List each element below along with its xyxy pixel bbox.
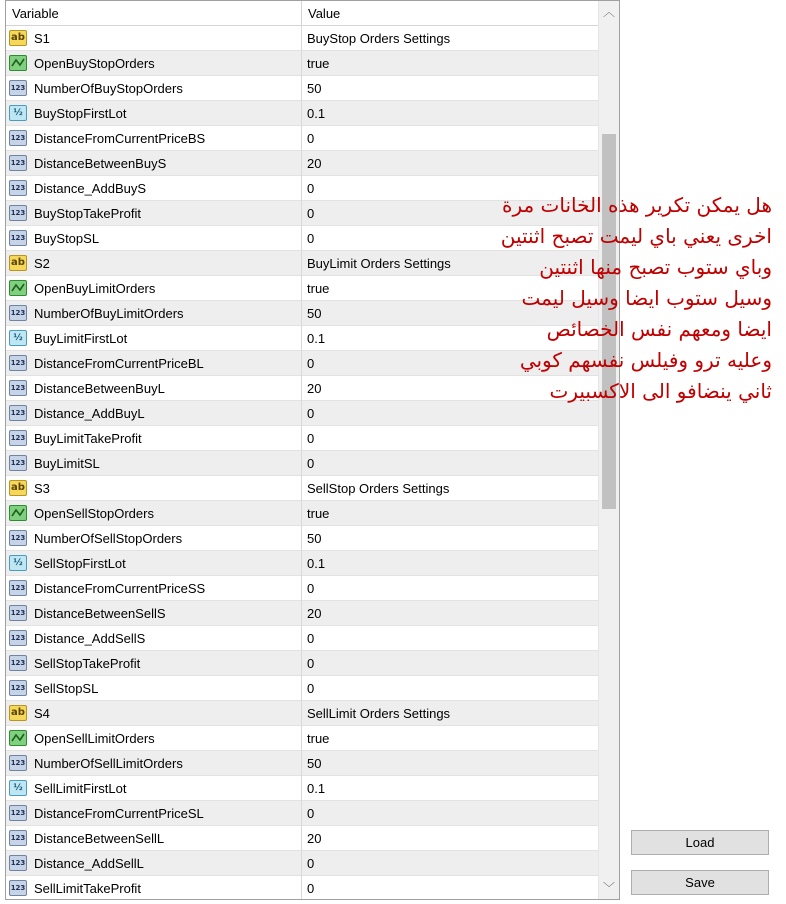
table-row[interactable] [6, 476, 598, 501]
column-divider [301, 126, 302, 151]
variable-name: NumberOfSellLimitOrders [34, 756, 183, 771]
variable-value[interactable]: 50 [307, 81, 322, 96]
variable-name: DistanceFromCurrentPriceBL [34, 356, 204, 371]
column-divider [301, 826, 302, 851]
int-icon: 123 [9, 605, 27, 621]
variable-name: BuyLimitFirstLot [34, 331, 128, 346]
variable-value[interactable]: true [307, 56, 330, 71]
variable-name: OpenSellStopOrders [34, 506, 154, 521]
int-icon: 123 [9, 355, 27, 371]
table-row[interactable] [6, 126, 598, 151]
column-divider [301, 326, 302, 351]
variable-name: DistanceBetweenBuyS [34, 156, 167, 171]
variable-name: DistanceBetweenSellL [34, 831, 165, 846]
variable-name: SellLimitFirstLot [34, 781, 127, 796]
variable-value[interactable]: BuyStop Orders Settings [307, 31, 451, 46]
variable-value[interactable]: 0 [307, 806, 315, 821]
table-row[interactable] [6, 801, 598, 826]
variable-value[interactable]: 0.1 [307, 331, 326, 346]
column-divider [301, 501, 302, 526]
column-divider [301, 226, 302, 251]
variable-name: S3 [34, 481, 50, 496]
bool-icon [9, 730, 27, 746]
int-icon: 123 [9, 155, 27, 171]
table-row[interactable] [6, 451, 598, 476]
save-button[interactable]: Save [631, 870, 769, 895]
variable-name: DistanceFromCurrentPriceSS [34, 581, 206, 596]
variable-value[interactable]: 50 [307, 531, 322, 546]
variable-value[interactable]: true [307, 281, 330, 296]
variable-name: SellStopTakeProfit [34, 656, 141, 671]
int-icon: 123 [9, 755, 27, 771]
variable-value[interactable]: 0.1 [307, 556, 326, 571]
table-row[interactable] [6, 426, 598, 451]
vertical-scrollbar[interactable] [598, 1, 619, 899]
variable-value[interactable]: 0 [307, 231, 315, 246]
variable-value[interactable]: true [307, 731, 330, 746]
variable-value[interactable]: 0 [307, 206, 315, 221]
double-icon: ½ [9, 555, 27, 571]
column-divider [301, 76, 302, 101]
variable-name: BuyStopFirstLot [34, 106, 127, 121]
string-icon: ab [9, 30, 27, 46]
variable-name: NumberOfSellStopOrders [34, 531, 183, 546]
variable-value[interactable]: SellStop Orders Settings [307, 481, 450, 496]
variable-name: OpenBuyStopOrders [34, 56, 155, 71]
table-row[interactable] [6, 876, 598, 900]
table-row[interactable] [6, 701, 598, 726]
double-icon: ½ [9, 330, 27, 346]
table-row[interactable] [6, 26, 598, 51]
double-icon: ½ [9, 105, 27, 121]
table-row[interactable] [6, 626, 598, 651]
int-icon: 123 [9, 855, 27, 871]
variable-value[interactable]: 20 [307, 156, 322, 171]
variable-value[interactable]: 0 [307, 631, 315, 646]
column-divider [301, 576, 302, 601]
variable-name: OpenBuyLimitOrders [34, 281, 156, 296]
column-divider [301, 26, 302, 51]
int-icon: 123 [9, 130, 27, 146]
int-icon: 123 [9, 530, 27, 546]
table-row[interactable] [6, 101, 598, 126]
bool-icon [9, 280, 27, 296]
variable-name: Distance_AddBuyL [34, 406, 145, 421]
column-divider [301, 51, 302, 76]
variable-value[interactable]: 0 [307, 181, 315, 196]
variable-name: S4 [34, 706, 50, 721]
column-divider [301, 851, 302, 876]
variable-name: Distance_AddBuyS [34, 181, 147, 196]
variable-name: OpenSellLimitOrders [34, 731, 155, 746]
variable-name: BuyLimitTakeProfit [34, 431, 142, 446]
scroll-down-icon[interactable]: ﹀ [602, 881, 615, 895]
variable-name: S2 [34, 256, 50, 271]
variable-value[interactable]: 50 [307, 756, 322, 771]
int-icon: 123 [9, 805, 27, 821]
int-icon: 123 [9, 305, 27, 321]
column-divider [301, 651, 302, 676]
variable-value[interactable]: 0 [307, 456, 315, 471]
column-divider [301, 601, 302, 626]
table-row[interactable] [6, 851, 598, 876]
table-row[interactable] [6, 576, 598, 601]
int-icon: 123 [9, 830, 27, 846]
header-variable[interactable]: Variable [12, 6, 59, 21]
int-icon: 123 [9, 880, 27, 896]
string-icon: ab [9, 705, 27, 721]
variable-name: SellStopFirstLot [34, 556, 126, 571]
variable-value[interactable]: true [307, 506, 330, 521]
variable-value[interactable]: 0.1 [307, 781, 326, 796]
column-divider [301, 751, 302, 776]
column-divider [301, 476, 302, 501]
int-icon: 123 [9, 380, 27, 396]
table-row[interactable] [6, 601, 598, 626]
column-divider [301, 526, 302, 551]
variable-value[interactable]: 20 [307, 381, 322, 396]
column-divider [301, 276, 302, 301]
string-icon: ab [9, 480, 27, 496]
variable-value[interactable]: 0 [307, 681, 315, 696]
column-divider [301, 726, 302, 751]
note-line: ثاني ينضافو الى الاكسبيرت [549, 379, 772, 403]
variable-value[interactable]: 20 [307, 606, 322, 621]
int-icon: 123 [9, 230, 27, 246]
variable-value[interactable]: 20 [307, 831, 322, 846]
variable-value[interactable]: 0 [307, 856, 315, 871]
column-divider [301, 301, 302, 326]
variable-name: DistanceFromCurrentPriceBS [34, 131, 206, 146]
table-row[interactable] [6, 726, 598, 751]
column-divider [301, 876, 302, 900]
inputs-grid [5, 0, 620, 900]
header-value[interactable]: Value [308, 6, 341, 21]
variable-value[interactable]: 0 [307, 406, 315, 421]
column-divider [301, 351, 302, 376]
column-divider [301, 376, 302, 401]
note-line: وعليه ترو وفيلس نفسهم كوبي [519, 348, 772, 372]
int-icon: 123 [9, 655, 27, 671]
int-icon: 123 [9, 680, 27, 696]
variable-name: Distance_AddSellS [34, 631, 146, 646]
variable-value[interactable]: SellLimit Orders Settings [307, 706, 451, 721]
variable-value[interactable]: 0 [307, 431, 315, 446]
variable-name: DistanceFromCurrentPriceSL [34, 806, 204, 821]
variable-name: NumberOfBuyStopOrders [34, 81, 183, 96]
column-divider [301, 451, 302, 476]
variable-name: SellLimitTakeProfit [34, 881, 141, 896]
variable-name: SellStopSL [34, 681, 99, 696]
parameter-rows [6, 26, 598, 900]
note-line: ايضا ومعهم نفس الخصائص [546, 317, 772, 341]
variable-value[interactable]: 0 [307, 581, 315, 596]
note-line: هل يمكن تكرير هذه الخانات مرة [501, 193, 772, 217]
column-divider [301, 251, 302, 276]
note-line: وسيل ستوب ايضا وسيل ليمت [521, 286, 772, 310]
arabic-annotation [452, 190, 772, 407]
table-row[interactable] [6, 676, 598, 701]
column-divider [301, 101, 302, 126]
column-divider [301, 776, 302, 801]
variable-value[interactable]: 0 [307, 356, 315, 371]
int-icon: 123 [9, 80, 27, 96]
variable-value[interactable]: BuyLimit Orders Settings [307, 256, 451, 271]
table-row[interactable] [6, 151, 598, 176]
table-row[interactable] [6, 826, 598, 851]
column-divider [301, 626, 302, 651]
note-line: اخرى يعني باي ليمت تصبح اثنتين [500, 224, 772, 248]
column-divider [301, 201, 302, 226]
column-divider [301, 801, 302, 826]
bool-icon [9, 55, 27, 71]
int-icon: 123 [9, 580, 27, 596]
scroll-up-icon[interactable]: ︿ [602, 5, 615, 19]
table-row[interactable] [6, 51, 598, 76]
table-row[interactable] [6, 501, 598, 526]
int-icon: 123 [9, 405, 27, 421]
column-divider [301, 151, 302, 176]
table-row[interactable] [6, 76, 598, 101]
column-divider [301, 701, 302, 726]
table-row[interactable] [6, 551, 598, 576]
variable-name: Distance_AddSellL [34, 856, 144, 871]
load-button[interactable]: Load [631, 830, 769, 855]
int-icon: 123 [9, 180, 27, 196]
column-divider [301, 551, 302, 576]
column-divider [301, 176, 302, 201]
column-divider [301, 426, 302, 451]
variable-value[interactable]: 0 [307, 656, 315, 671]
int-icon: 123 [9, 205, 27, 221]
string-icon: ab [9, 255, 27, 271]
table-row[interactable] [6, 526, 598, 551]
double-icon: ½ [9, 780, 27, 796]
variable-name: BuyStopTakeProfit [34, 206, 141, 221]
variable-name: NumberOfBuyLimitOrders [34, 306, 184, 321]
variable-value[interactable]: 0 [307, 881, 315, 896]
column-divider [301, 676, 302, 701]
header-divider[interactable] [301, 1, 302, 25]
column-divider [301, 401, 302, 426]
variable-value[interactable]: 0 [307, 131, 315, 146]
bool-icon [9, 505, 27, 521]
int-icon: 123 [9, 455, 27, 471]
variable-name: DistanceBetweenBuyL [34, 381, 165, 396]
variable-value[interactable]: 50 [307, 306, 322, 321]
variable-value[interactable]: 0.1 [307, 106, 326, 121]
variable-name: BuyLimitSL [34, 456, 100, 471]
table-row[interactable] [6, 651, 598, 676]
note-line: وباي ستوب تصبح منها اثنتين [539, 255, 772, 279]
variable-name: S1 [34, 31, 50, 46]
int-icon: 123 [9, 430, 27, 446]
grid-header [6, 1, 598, 26]
table-row[interactable] [6, 751, 598, 776]
variable-name: DistanceBetweenSellS [34, 606, 166, 621]
table-row[interactable] [6, 776, 598, 801]
variable-name: BuyStopSL [34, 231, 100, 246]
int-icon: 123 [9, 630, 27, 646]
